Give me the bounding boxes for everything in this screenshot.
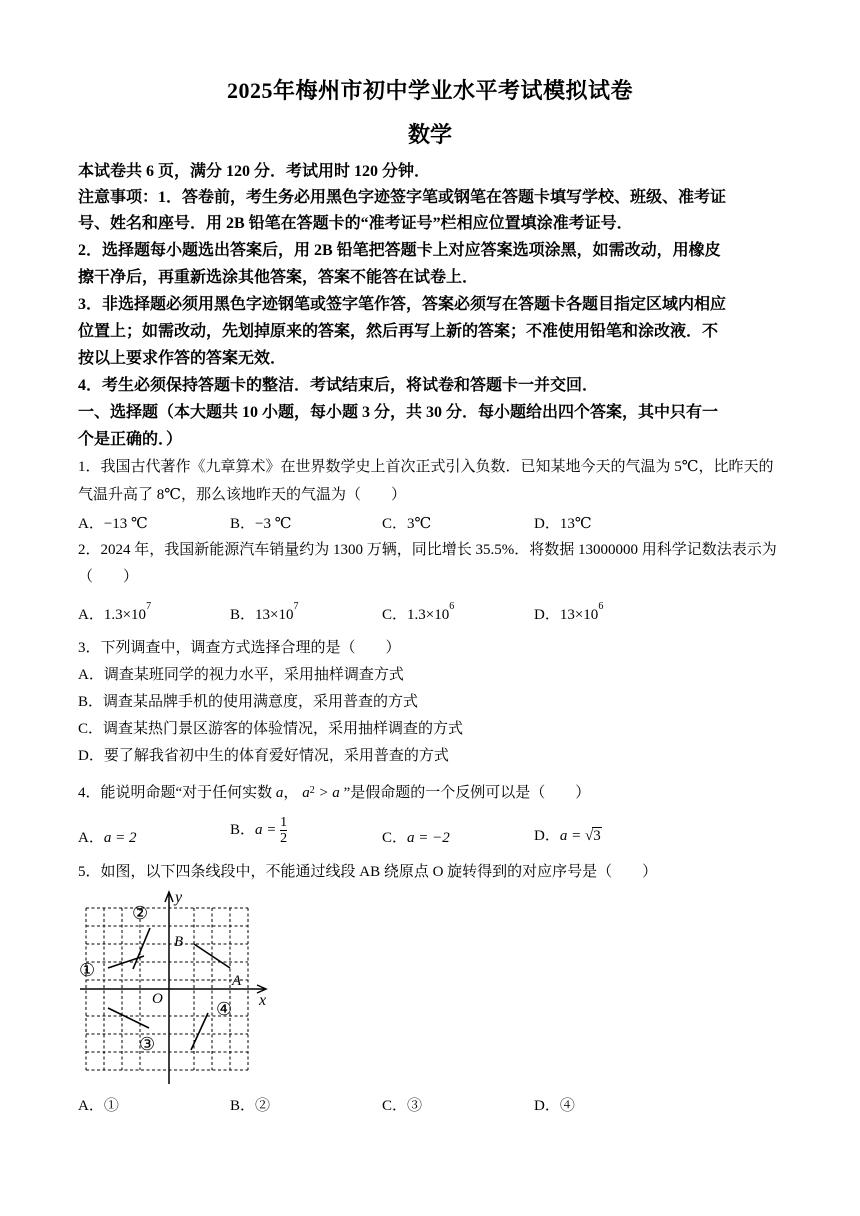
variable: a [302, 785, 310, 801]
option-expression: a = 2 [103, 830, 137, 846]
instruction-line-7: 位置上；如需改动，先划掉原来的答案，然后再写上新的答案；不准使用铅笔和涂改液．不 [78, 323, 719, 340]
section-heading-line-1: 一、选择题（本大题共 10 小题，每小题 3 分，共 30 分．每小题给出四个答案，其中只有一 [78, 404, 719, 421]
radicand: 3 [593, 828, 601, 844]
option-label: D． [534, 607, 560, 623]
question-4-option-a [78, 826, 136, 847]
option-expression: a = [559, 828, 585, 844]
instruction-line-6: 3．非选择题必须用黑色字迹钢笔或签字笔作答，答案必须写在答题卡各题目指定区域内相应 [78, 296, 727, 313]
instruction-line-1: 本试卷共 6 页，满分 120 分．考试用时 120 分钟． [78, 163, 431, 180]
inequality: > a [314, 785, 340, 801]
numerator: 1 [280, 815, 288, 830]
point-a-label: A [232, 973, 242, 989]
stem-text: 4．能说明命题“对于任何实数 [78, 785, 276, 801]
instruction-line-4: 2．选择题每小题选出答案后，用 2B 铅笔把答题卡上对应答案选项涂黑，如需改动，用橡皮 [78, 242, 721, 259]
question-1-option-c: C．3℃ [382, 516, 432, 532]
exponent: 7 [146, 601, 152, 612]
question-5-figure [76, 888, 276, 1086]
question-1-option-a: A．−13 ℃ [78, 516, 148, 532]
question-4-option-b [230, 815, 287, 846]
section-heading-line-2: 个是正确的．） [78, 431, 183, 448]
question-2-line-2: （ ） [78, 569, 139, 585]
question-2-line-1: 2．2024 年，我国新能源汽车销量约为 1300 万辆，同比增长 35.5%．将数据 13000000 用科学记数法表示为 [78, 542, 777, 558]
option-label: B． [230, 821, 256, 838]
marker-2-label: ② [132, 903, 149, 923]
question-5-stem: 5．如图，以下四条线段中，不能通过线段 AB 绕原点 O 旋转得到的对应序号是（ ） [78, 864, 658, 880]
marker-1-label: ① [79, 960, 96, 980]
option-value: 13×10 [559, 607, 599, 623]
question-2-option-c [382, 603, 454, 624]
question-2-option-a [78, 603, 151, 624]
question-5-option-c: C．③ [382, 1098, 423, 1114]
option-value: 13×10 [255, 607, 294, 623]
question-1-option-b: B．−3 ℃ [230, 516, 292, 532]
option-value: 1.3×10 [103, 607, 147, 623]
question-5-option-b: B．② [230, 1098, 271, 1114]
marker-4-label: ④ [216, 999, 233, 1019]
option-label: A． [78, 830, 104, 846]
x-axis-label: x [259, 992, 267, 1009]
option-label: A． [78, 607, 104, 623]
point-b-label: B [174, 934, 184, 950]
option-expression: a = [255, 821, 281, 838]
exponent: 7 [293, 601, 299, 612]
denominator: 2 [280, 831, 288, 846]
exponent: 6 [598, 601, 604, 612]
question-4-stem [78, 783, 788, 803]
instruction-line-2: 注意事项：1．答卷前，考生务必用黑色字迹签字笔或钢笔在答题卡填写学校、班级、准考证 [78, 189, 727, 206]
variable: a [275, 785, 284, 801]
question-3-option-d: D．要了解我省初中生的体育爱好情况，采用普查的方式 [78, 748, 449, 764]
question-5-option-d: D．④ [534, 1098, 575, 1114]
question-3-option-b: B．调查某品牌手机的使用满意度，采用普查的方式 [78, 694, 419, 710]
question-2-option-b [230, 603, 298, 624]
option-expression: a = −2 [407, 830, 450, 846]
origin-label: O [152, 991, 163, 1007]
exponent: 2 [309, 785, 315, 796]
question-2-option-d [534, 603, 603, 624]
marker-3-label: ③ [139, 1034, 156, 1054]
exam-subject: 数学 [407, 122, 452, 147]
instruction-line-3: 号、姓名和座号．用 2B 铅笔在答题卡的“准考证号”栏相应位置填涂准考证号． [78, 215, 633, 232]
option-value: 1.3×10 [407, 607, 450, 623]
option-label: B． [230, 607, 256, 623]
y-axis-label: y [175, 889, 183, 906]
question-3-option-a: A．调查某班同学的视力水平，采用抽样调查方式 [78, 667, 404, 683]
instruction-line-8: 按以上要求作答的答案无效． [78, 350, 287, 367]
option-label: D． [534, 828, 560, 844]
stem-text: ， [283, 785, 299, 801]
stem-text: ”是假命题的一个反例可以是（ ） [339, 785, 591, 801]
segment-2 [133, 928, 150, 969]
exponent: 6 [449, 601, 455, 612]
instruction-line-9: 4．考生必须保持答题卡的整洁．考试结束后，将试卷和答题卡一并交回． [78, 377, 599, 394]
question-3-option-c: C．调查某热门景区游客的体验情况，采用抽样调查的方式 [78, 721, 464, 737]
fraction [280, 815, 287, 846]
option-label: C． [382, 607, 408, 623]
question-4-option-c [382, 826, 450, 847]
question-1-line-2: 气温升高了 8℃，那么该地昨天的气温为（ ） [78, 487, 407, 503]
question-4-option-d: D．a = √3 [534, 828, 601, 844]
question-3-stem: 3．下列调查中，调查方式选择合理的是（ ） [78, 640, 401, 656]
segment-3 [108, 1008, 149, 1028]
question-1-line-1: 1．我国古代著作《九章算术》在世界数学史上首次正式引入负数．已知某地今天的气温为 5℃，比昨天的 [78, 459, 774, 475]
option-label: C． [382, 830, 408, 846]
question-5-option-a: A．① [78, 1098, 119, 1114]
instruction-line-5: 擦干净后，再重新选涂其他答案，答案不能答在试卷上． [78, 269, 479, 286]
segment-1 [108, 956, 144, 968]
exam-title: 2025年梅州市初中学业水平考试模拟试卷 [226, 78, 633, 103]
question-1-option-d: D．13℃ [534, 516, 592, 532]
